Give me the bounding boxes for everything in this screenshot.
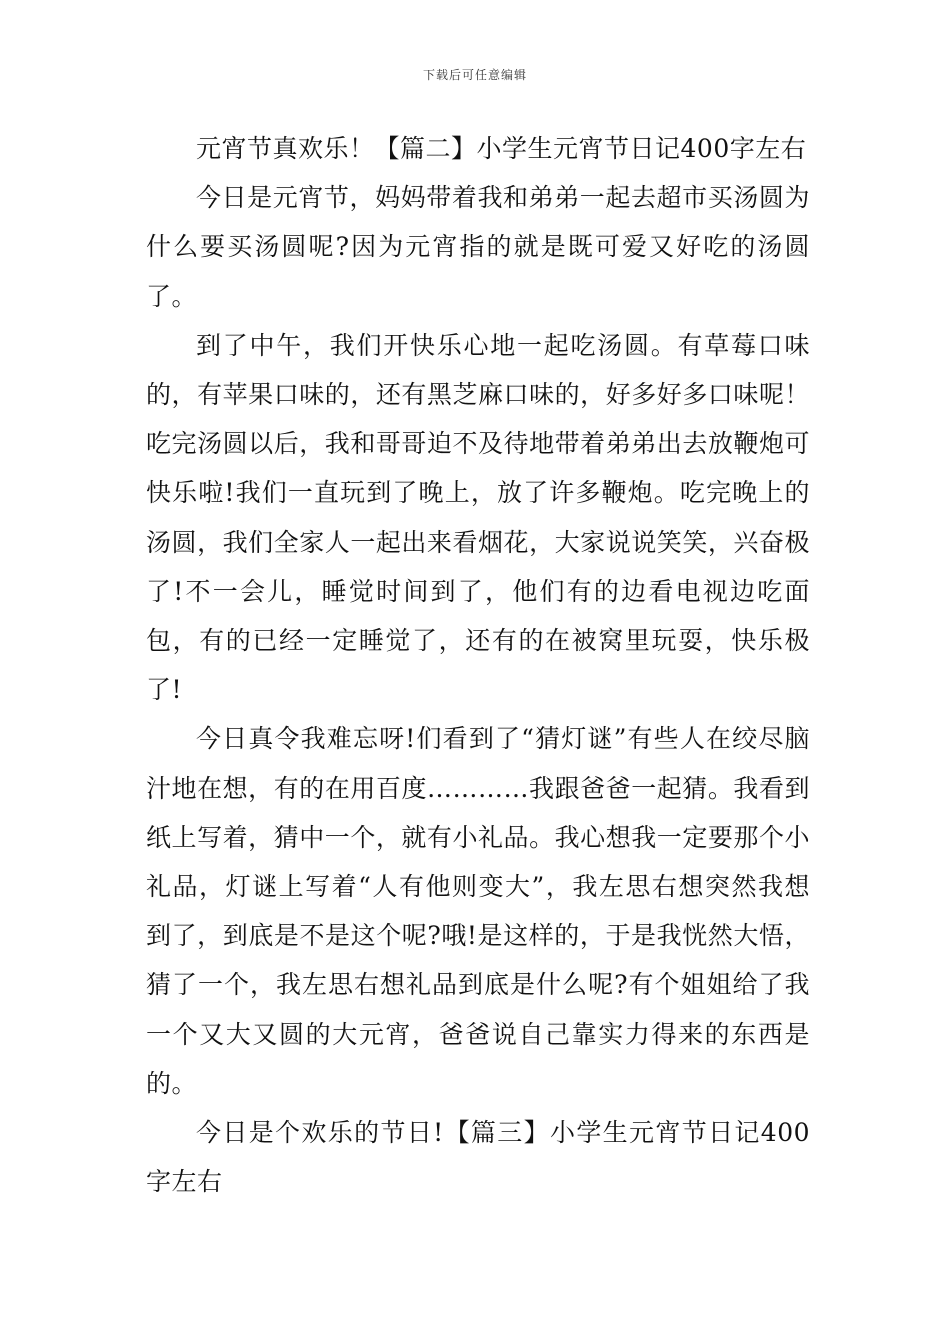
document-body [146,124,810,1206]
paragraph: 元宵节真欢乐！【篇二】小学生元宵节日记400字左右 [196,134,807,163]
paragraph: 今日是元宵节，妈妈带着我和弟弟一起去超市买汤圆为什么要买汤圆呢?因为元宵指的就是既可爱又好吃的汤圆了。 [146,183,810,311]
paragraph: 到了中午，我们开快乐心地一起吃汤圆。有草莓口味的，有苹果口味的，还有黑芝麻口味的，好多好多口味呢！吃完汤圆以后，我和哥哥迫不及待地带着弟弟出去放鞭炮可快乐啦!我们一直玩到了晚上，放了许多鞭炮。吃完晚上的汤圆，我们全家人一起出来看烟花，大家说说笑笑，兴奋极了!不一会儿，睡觉时间到了，他们有的边看电视边吃面包，有的已经一定睡觉了，还有的在被窝里玩耍，快乐极了! [146,330,810,705]
header-note: 下载后可任意编辑 [422,68,527,82]
paragraph: 今日是个欢乐的节日!【篇三】小学生元宵节日记400字左右 [146,1118,810,1197]
paragraph: 今日真令我难忘呀!们看到了“猜灯谜”有些人在绞尽脑汁地在想，有的在用百度…………我跟爸爸一起猜。我看到纸上写着，猜中一个，就有小礼品。我心想我一定要那个小礼品，灯谜上写着“人有他则变大”，我左思右想突然我想到了，到底是不是这个呢?哦!是这样的，于是我恍然大悟，猜了一个，我左思右想礼品到底是什么呢?有个姐姐给了我一个又大又圆的大元宵，爸爸说自己靠实力得来的东西是的。 [146,724,810,1098]
